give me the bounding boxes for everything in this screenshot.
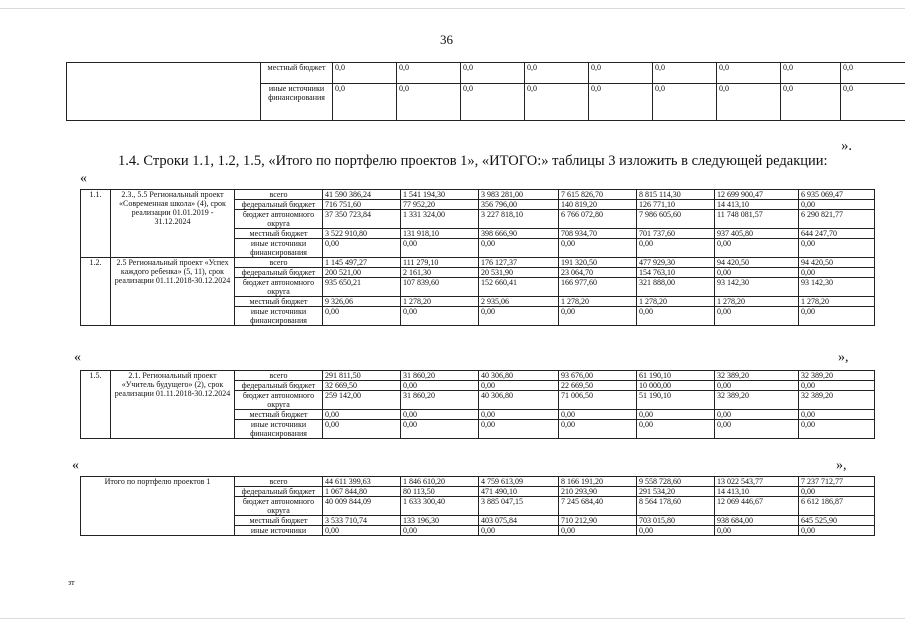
value-cell: 13 022 543,77 <box>715 477 799 487</box>
value-cell: 0,0 <box>397 84 461 121</box>
value-cell: 0,00 <box>323 239 401 258</box>
value-cell: 0,00 <box>715 268 799 278</box>
value-cell: 40 306,80 <box>479 391 559 410</box>
row-label: иные источники финансирования <box>235 420 323 439</box>
value-cell: 0,0 <box>841 84 905 121</box>
value-cell: 8 564 178,60 <box>637 497 715 516</box>
value-cell: 0,00 <box>799 381 875 391</box>
value-cell: 1 278,20 <box>559 297 637 307</box>
row-label: бюджет автономного округа <box>235 497 323 516</box>
value-cell: 1 331 324,00 <box>401 210 479 229</box>
value-cell: 191 320,50 <box>559 258 637 268</box>
value-cell: 0,00 <box>637 526 715 536</box>
value-cell: 0,0 <box>653 63 717 84</box>
value-cell: 0,00 <box>559 410 637 420</box>
value-cell: 0,0 <box>461 63 525 84</box>
value-cell: 3 522 910,80 <box>323 229 401 239</box>
project-name: 2.5 Региональный проект «Успех каждого ребенка» (5, 11), срок реализации 01.11.2018-30.12.2024 <box>111 258 235 326</box>
value-cell: 6 290 821,77 <box>799 210 875 229</box>
value-cell: 0,00 <box>715 526 799 536</box>
value-cell: 20 531,90 <box>479 268 559 278</box>
opening-quote: « <box>80 171 87 186</box>
table-row <box>81 371 875 381</box>
value-cell: 0,0 <box>525 84 589 121</box>
value-cell: 80 113,50 <box>401 487 479 497</box>
value-cell: 0,00 <box>401 239 479 258</box>
value-cell: 1 846 610,20 <box>401 477 479 487</box>
value-cell: 10 000,00 <box>637 381 715 391</box>
value-cell: 9 558 728,60 <box>637 477 715 487</box>
value-cell: 40 009 844,09 <box>323 497 401 516</box>
value-cell: 9 326,06 <box>323 297 401 307</box>
value-cell: 71 006,50 <box>559 391 637 410</box>
value-cell: 22 669,50 <box>559 381 637 391</box>
footer-mark: зт <box>68 578 75 587</box>
value-cell: 0,00 <box>637 307 715 326</box>
value-cell: 0,00 <box>559 239 637 258</box>
value-cell: 0,00 <box>799 420 875 439</box>
row-label: бюджет автономного округа <box>235 278 323 297</box>
value-cell: 0,00 <box>401 381 479 391</box>
table-portfolio-total <box>80 476 875 536</box>
value-cell: 0,00 <box>799 239 875 258</box>
value-cell: 93 676,00 <box>559 371 637 381</box>
value-cell: 1 541 194,30 <box>401 190 479 200</box>
value-cell: 0,00 <box>479 239 559 258</box>
value-cell: 0,00 <box>799 307 875 326</box>
value-cell: 0,00 <box>715 420 799 439</box>
value-cell: 0,00 <box>323 420 401 439</box>
portfolio-total-label: Итого по портфелю проектов 1 <box>81 477 235 536</box>
scan-artifact-top <box>0 8 905 9</box>
row-label: бюджет автономного округа <box>235 210 323 229</box>
value-cell: 708 934,70 <box>559 229 637 239</box>
value-cell: 937 405,80 <box>715 229 799 239</box>
table-row <box>67 63 905 84</box>
table-row <box>81 190 875 200</box>
project-name: 2.3., 5.5 Региональный проект «Современная школа» (4), срок реализации 01.01.2019 - 31.12.2024 <box>111 190 235 258</box>
value-cell: 356 796,00 <box>479 200 559 210</box>
quote-open-c: « <box>72 458 79 473</box>
value-cell: 111 279,10 <box>401 258 479 268</box>
value-cell: 93 142,30 <box>799 278 875 297</box>
value-cell: 200 521,00 <box>323 268 401 278</box>
value-cell: 0,0 <box>653 84 717 121</box>
value-cell: 131 918,10 <box>401 229 479 239</box>
value-cell: 6 766 072,80 <box>559 210 637 229</box>
value-cell: 7 245 684,40 <box>559 497 637 516</box>
value-cell: 6 612 186,87 <box>799 497 875 516</box>
value-cell: 0,00 <box>799 268 875 278</box>
value-cell: 0,00 <box>479 381 559 391</box>
value-cell: 3 227 818,10 <box>479 210 559 229</box>
row-label: местный бюджет <box>235 297 323 307</box>
value-cell: 41 590 386,24 <box>323 190 401 200</box>
value-cell: 6 935 069,47 <box>799 190 875 200</box>
value-cell: 32 389,20 <box>715 391 799 410</box>
value-cell: 0,00 <box>715 307 799 326</box>
value-cell: 152 660,41 <box>479 278 559 297</box>
value-cell: 44 611 399,63 <box>323 477 401 487</box>
value-cell: 94 420,50 <box>715 258 799 268</box>
row-label: иные источники финансирования <box>235 239 323 258</box>
value-cell: 701 737,60 <box>637 229 715 239</box>
value-cell: 40 306,80 <box>479 371 559 381</box>
value-cell: 0,00 <box>799 200 875 210</box>
closing-quote: ». <box>841 138 852 154</box>
value-cell: 259 142,00 <box>323 391 401 410</box>
value-cell: 0,00 <box>715 410 799 420</box>
value-cell: 398 666,90 <box>479 229 559 239</box>
value-cell: 935 650,21 <box>323 278 401 297</box>
value-cell: 1 278,20 <box>715 297 799 307</box>
value-cell: 0,00 <box>799 410 875 420</box>
table-row <box>81 258 875 268</box>
value-cell: 140 819,20 <box>559 200 637 210</box>
value-cell: 0,0 <box>333 84 397 121</box>
value-cell: 0,00 <box>637 239 715 258</box>
value-cell: 0,00 <box>401 420 479 439</box>
value-cell: 3 533 710,74 <box>323 516 401 526</box>
value-cell: 0,00 <box>401 307 479 326</box>
value-cell: 133 196,30 <box>401 516 479 526</box>
value-cell: 126 771,10 <box>637 200 715 210</box>
value-cell: 1 278,20 <box>401 297 479 307</box>
value-cell: 0,00 <box>715 381 799 391</box>
value-cell: 32 389,20 <box>799 371 875 381</box>
value-cell: 32 669,50 <box>323 381 401 391</box>
value-cell: 154 763,10 <box>637 268 715 278</box>
value-cell: 166 977,60 <box>559 278 637 297</box>
value-cell: 31 860,20 <box>401 391 479 410</box>
value-cell: 471 490,10 <box>479 487 559 497</box>
value-cell: 1 145 497,27 <box>323 258 401 268</box>
value-cell: 32 389,20 <box>715 371 799 381</box>
value-cell: 1 278,20 <box>799 297 875 307</box>
table-row <box>81 477 875 487</box>
value-cell: 51 190,10 <box>637 391 715 410</box>
value-cell: 23 064,70 <box>559 268 637 278</box>
value-cell: 8 815 114,30 <box>637 190 715 200</box>
value-cell: 12 699 900,47 <box>715 190 799 200</box>
value-cell: 3 885 047,15 <box>479 497 559 516</box>
row-label: иные источники финансирования <box>261 84 333 121</box>
value-cell: 94 420,50 <box>799 258 875 268</box>
value-cell: 0,0 <box>461 84 525 121</box>
row-number: 1.2. <box>81 258 111 326</box>
value-cell: 644 247,70 <box>799 229 875 239</box>
value-cell: 0,0 <box>781 63 841 84</box>
paragraph-text: 1.4. Строки 1.1, 1.2, 1.5, «Итого по портфелю проектов 1», «ИТОГО:» таблицы 3 изложить в следующей редакции: <box>118 153 828 169</box>
value-cell: 0,00 <box>323 526 401 536</box>
value-cell: 0,0 <box>333 63 397 84</box>
value-cell: 0,00 <box>401 410 479 420</box>
value-cell: 0,00 <box>637 420 715 439</box>
value-cell: 710 212,90 <box>559 516 637 526</box>
value-cell: 321 888,00 <box>637 278 715 297</box>
value-cell: 14 413,10 <box>715 487 799 497</box>
row-label: всего <box>235 477 323 487</box>
value-cell: 0,0 <box>717 63 781 84</box>
value-cell: 0,00 <box>323 307 401 326</box>
value-cell: 3 983 281,00 <box>479 190 559 200</box>
value-cell: 37 350 723,84 <box>323 210 401 229</box>
value-cell: 703 015,80 <box>637 516 715 526</box>
value-cell: 0,00 <box>479 526 559 536</box>
value-cell: 77 952,20 <box>401 200 479 210</box>
value-cell: 0,00 <box>479 420 559 439</box>
page-number: 36 <box>440 32 453 47</box>
quote-close-c: », <box>836 458 847 473</box>
row-label: местный бюджет <box>235 229 323 239</box>
row-label: федеральный бюджет <box>235 200 323 210</box>
value-cell: 0,00 <box>479 307 559 326</box>
row-label: иные источники финансирования <box>235 307 323 326</box>
value-cell: 477 929,30 <box>637 258 715 268</box>
project-name: 2.1. Региональный проект «Учитель будущего» (2), срок реализации 01.11.2018-30.12.2024 <box>111 371 235 439</box>
value-cell: 2 935,06 <box>479 297 559 307</box>
scan-artifact-bottom <box>0 618 905 619</box>
value-cell: 1 067 844,80 <box>323 487 401 497</box>
value-cell: 0,0 <box>781 84 841 121</box>
value-cell: 403 075,84 <box>479 516 559 526</box>
row-label: всего <box>235 371 323 381</box>
value-cell: 716 751,60 <box>323 200 401 210</box>
value-cell: 11 748 081,57 <box>715 210 799 229</box>
row-label: всего <box>235 190 323 200</box>
value-cell: 14 413,10 <box>715 200 799 210</box>
row-label: федеральный бюджет <box>235 381 323 391</box>
value-cell: 938 684,00 <box>715 516 799 526</box>
value-cell: 8 166 191,20 <box>559 477 637 487</box>
row-label: федеральный бюджет <box>235 487 323 497</box>
row-label: местный бюджет <box>235 410 323 420</box>
value-cell: 0,00 <box>799 487 875 497</box>
value-cell: 4 759 613,09 <box>479 477 559 487</box>
value-cell: 12 069 446,67 <box>715 497 799 516</box>
value-cell: 291 811,50 <box>323 371 401 381</box>
table-projects-1-1-and-1-2 <box>80 189 875 326</box>
value-cell: 645 525,90 <box>799 516 875 526</box>
top-continuation-table <box>66 62 905 121</box>
value-cell: 0,00 <box>559 526 637 536</box>
value-cell: 0,0 <box>589 63 653 84</box>
row-label: всего <box>235 258 323 268</box>
row-label: местный бюджет <box>235 516 323 526</box>
value-cell: 0,0 <box>717 84 781 121</box>
value-cell: 2 161,30 <box>401 268 479 278</box>
row-label: федеральный бюджет <box>235 268 323 278</box>
row-number: 1.1. <box>81 190 111 258</box>
value-cell: 210 293,90 <box>559 487 637 497</box>
value-cell: 0,0 <box>841 63 905 84</box>
value-cell: 0,00 <box>479 410 559 420</box>
value-cell: 0,0 <box>397 63 461 84</box>
value-cell: 7 615 826,70 <box>559 190 637 200</box>
value-cell: 107 839,60 <box>401 278 479 297</box>
value-cell: 0,0 <box>525 63 589 84</box>
value-cell: 291 534,20 <box>637 487 715 497</box>
value-cell: 61 190,10 <box>637 371 715 381</box>
value-cell: 7 986 605,60 <box>637 210 715 229</box>
amendment-paragraph <box>80 138 852 187</box>
value-cell: 31 860,20 <box>401 371 479 381</box>
table-project-1-5 <box>80 370 875 439</box>
value-cell: 1 278,20 <box>637 297 715 307</box>
value-cell: 0,00 <box>715 239 799 258</box>
value-cell: 0,0 <box>589 84 653 121</box>
value-cell: 0,00 <box>401 526 479 536</box>
value-cell: 0,00 <box>637 410 715 420</box>
value-cell: 0,00 <box>559 420 637 439</box>
empty-cell <box>67 63 261 121</box>
quote-close-b: », <box>838 350 849 365</box>
value-cell: 176 127,37 <box>479 258 559 268</box>
value-cell: 0,00 <box>323 410 401 420</box>
row-label: местный бюджет <box>261 63 333 84</box>
value-cell: 0,00 <box>799 526 875 536</box>
row-label: иные источники <box>235 526 323 536</box>
value-cell: 0,00 <box>559 307 637 326</box>
row-number: 1.5. <box>81 371 111 439</box>
value-cell: 7 237 712,77 <box>799 477 875 487</box>
row-label: бюджет автономного округа <box>235 391 323 410</box>
value-cell: 1 633 300,40 <box>401 497 479 516</box>
value-cell: 32 389,20 <box>799 391 875 410</box>
value-cell: 93 142,30 <box>715 278 799 297</box>
quote-open-b: « <box>74 350 81 365</box>
